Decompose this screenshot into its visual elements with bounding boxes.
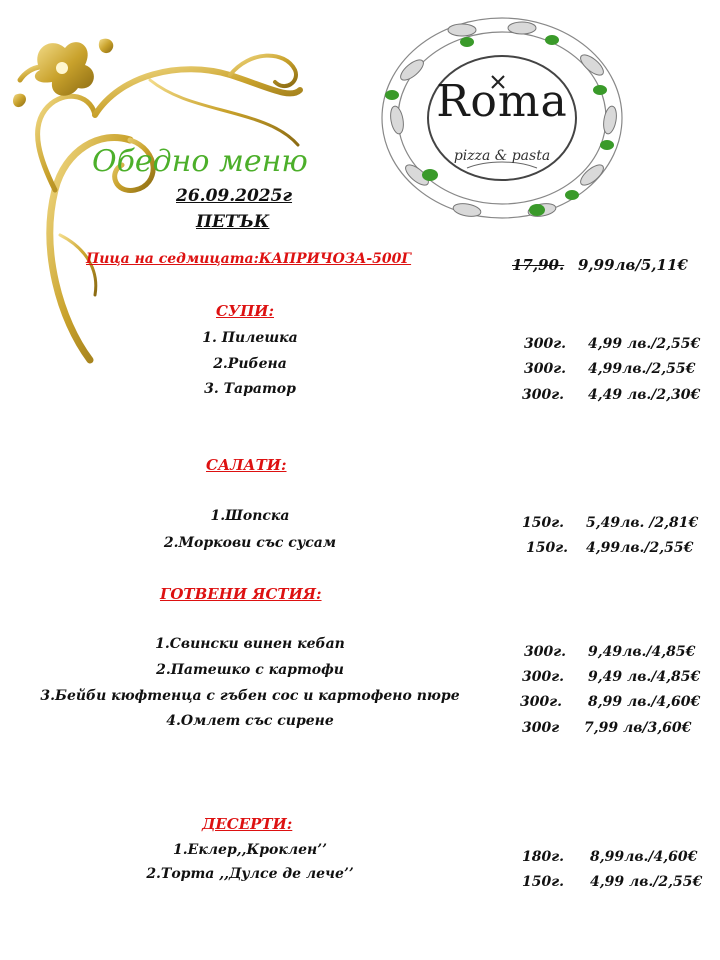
item-price: 4,99 лв./2,55€ — [590, 874, 703, 890]
menu-item: 3. Таратор — [204, 381, 296, 397]
pizza-new-price: 9,99лв/5,11€ — [578, 256, 688, 274]
restaurant-logo — [372, 10, 632, 230]
item-weight: 150г. — [522, 515, 564, 531]
menu-item: 2.Патешко с картофи — [156, 662, 344, 678]
section-heading-desserts: ДЕСЕРТИ: — [202, 815, 293, 833]
logo-tagline: pizza & pasta — [453, 148, 551, 164]
menu-item: 1.Еклер,,Кроклен’’ — [173, 842, 327, 858]
item-weight: 150г. — [526, 540, 568, 556]
menu-item: 1.Свински винен кебап — [155, 636, 345, 652]
section-heading-cooked: ГОТВЕНИ ЯСТИЯ: — [160, 585, 322, 603]
section-heading-salads: САЛАТИ: — [206, 456, 287, 474]
item-weight: 150г. — [522, 874, 564, 890]
item-weight: 300г. — [520, 694, 562, 710]
item-price: 5,49лв. /2,81€ — [586, 515, 699, 531]
item-weight: 300г. — [524, 336, 566, 352]
menu-day: ПЕТЪК — [196, 212, 270, 232]
item-price: 4,49 лв./2,30€ — [588, 387, 701, 403]
item-price: 9,49лв./4,85€ — [588, 644, 696, 660]
menu-item: 2.Торта ,,Дулсе де лече’’ — [146, 866, 354, 882]
item-price: 8,99 лв./4,60€ — [588, 694, 701, 710]
pizza-of-week-label: Пица на седмицата:КАПРИЧОЗА-500Г — [86, 251, 412, 267]
item-price: 4,99 лв./2,55€ — [588, 336, 701, 352]
item-weight: 300г. — [524, 644, 566, 660]
menu-item: 1.Шопска — [210, 508, 290, 524]
item-weight: 300г — [522, 720, 560, 736]
item-weight: 300г. — [522, 669, 564, 685]
menu-item: 1. Пилешка — [202, 330, 298, 346]
item-price: 4,99лв./2,55€ — [586, 540, 694, 556]
item-price: 4,99лв./2,55€ — [588, 361, 696, 377]
menu-item: 3.Бейби кюфтенца с гъбен сос и картофено пюре — [40, 688, 460, 704]
section-heading-soups: СУПИ: — [216, 302, 274, 320]
item-price: 8,99лв./4,60€ — [590, 849, 698, 865]
menu-date: 26.09.2025г — [176, 186, 293, 206]
menu-item: 2.Рибена — [213, 356, 287, 372]
logo-name: Roma — [436, 76, 568, 127]
item-weight: 300г. — [524, 361, 566, 377]
menu-item: 4.Омлет със сирене — [166, 713, 334, 729]
menu-item: 2.Моркови със сусам — [163, 535, 337, 551]
item-weight: 300г. — [522, 387, 564, 403]
item-price: 7,99 лв/3,60€ — [584, 720, 692, 736]
item-price: 9,49 лв./4,85€ — [588, 669, 701, 685]
menu-title: Обедно меню — [92, 144, 308, 179]
pizza-old-price: 17,90. — [512, 256, 565, 274]
item-weight: 180г. — [522, 849, 564, 865]
